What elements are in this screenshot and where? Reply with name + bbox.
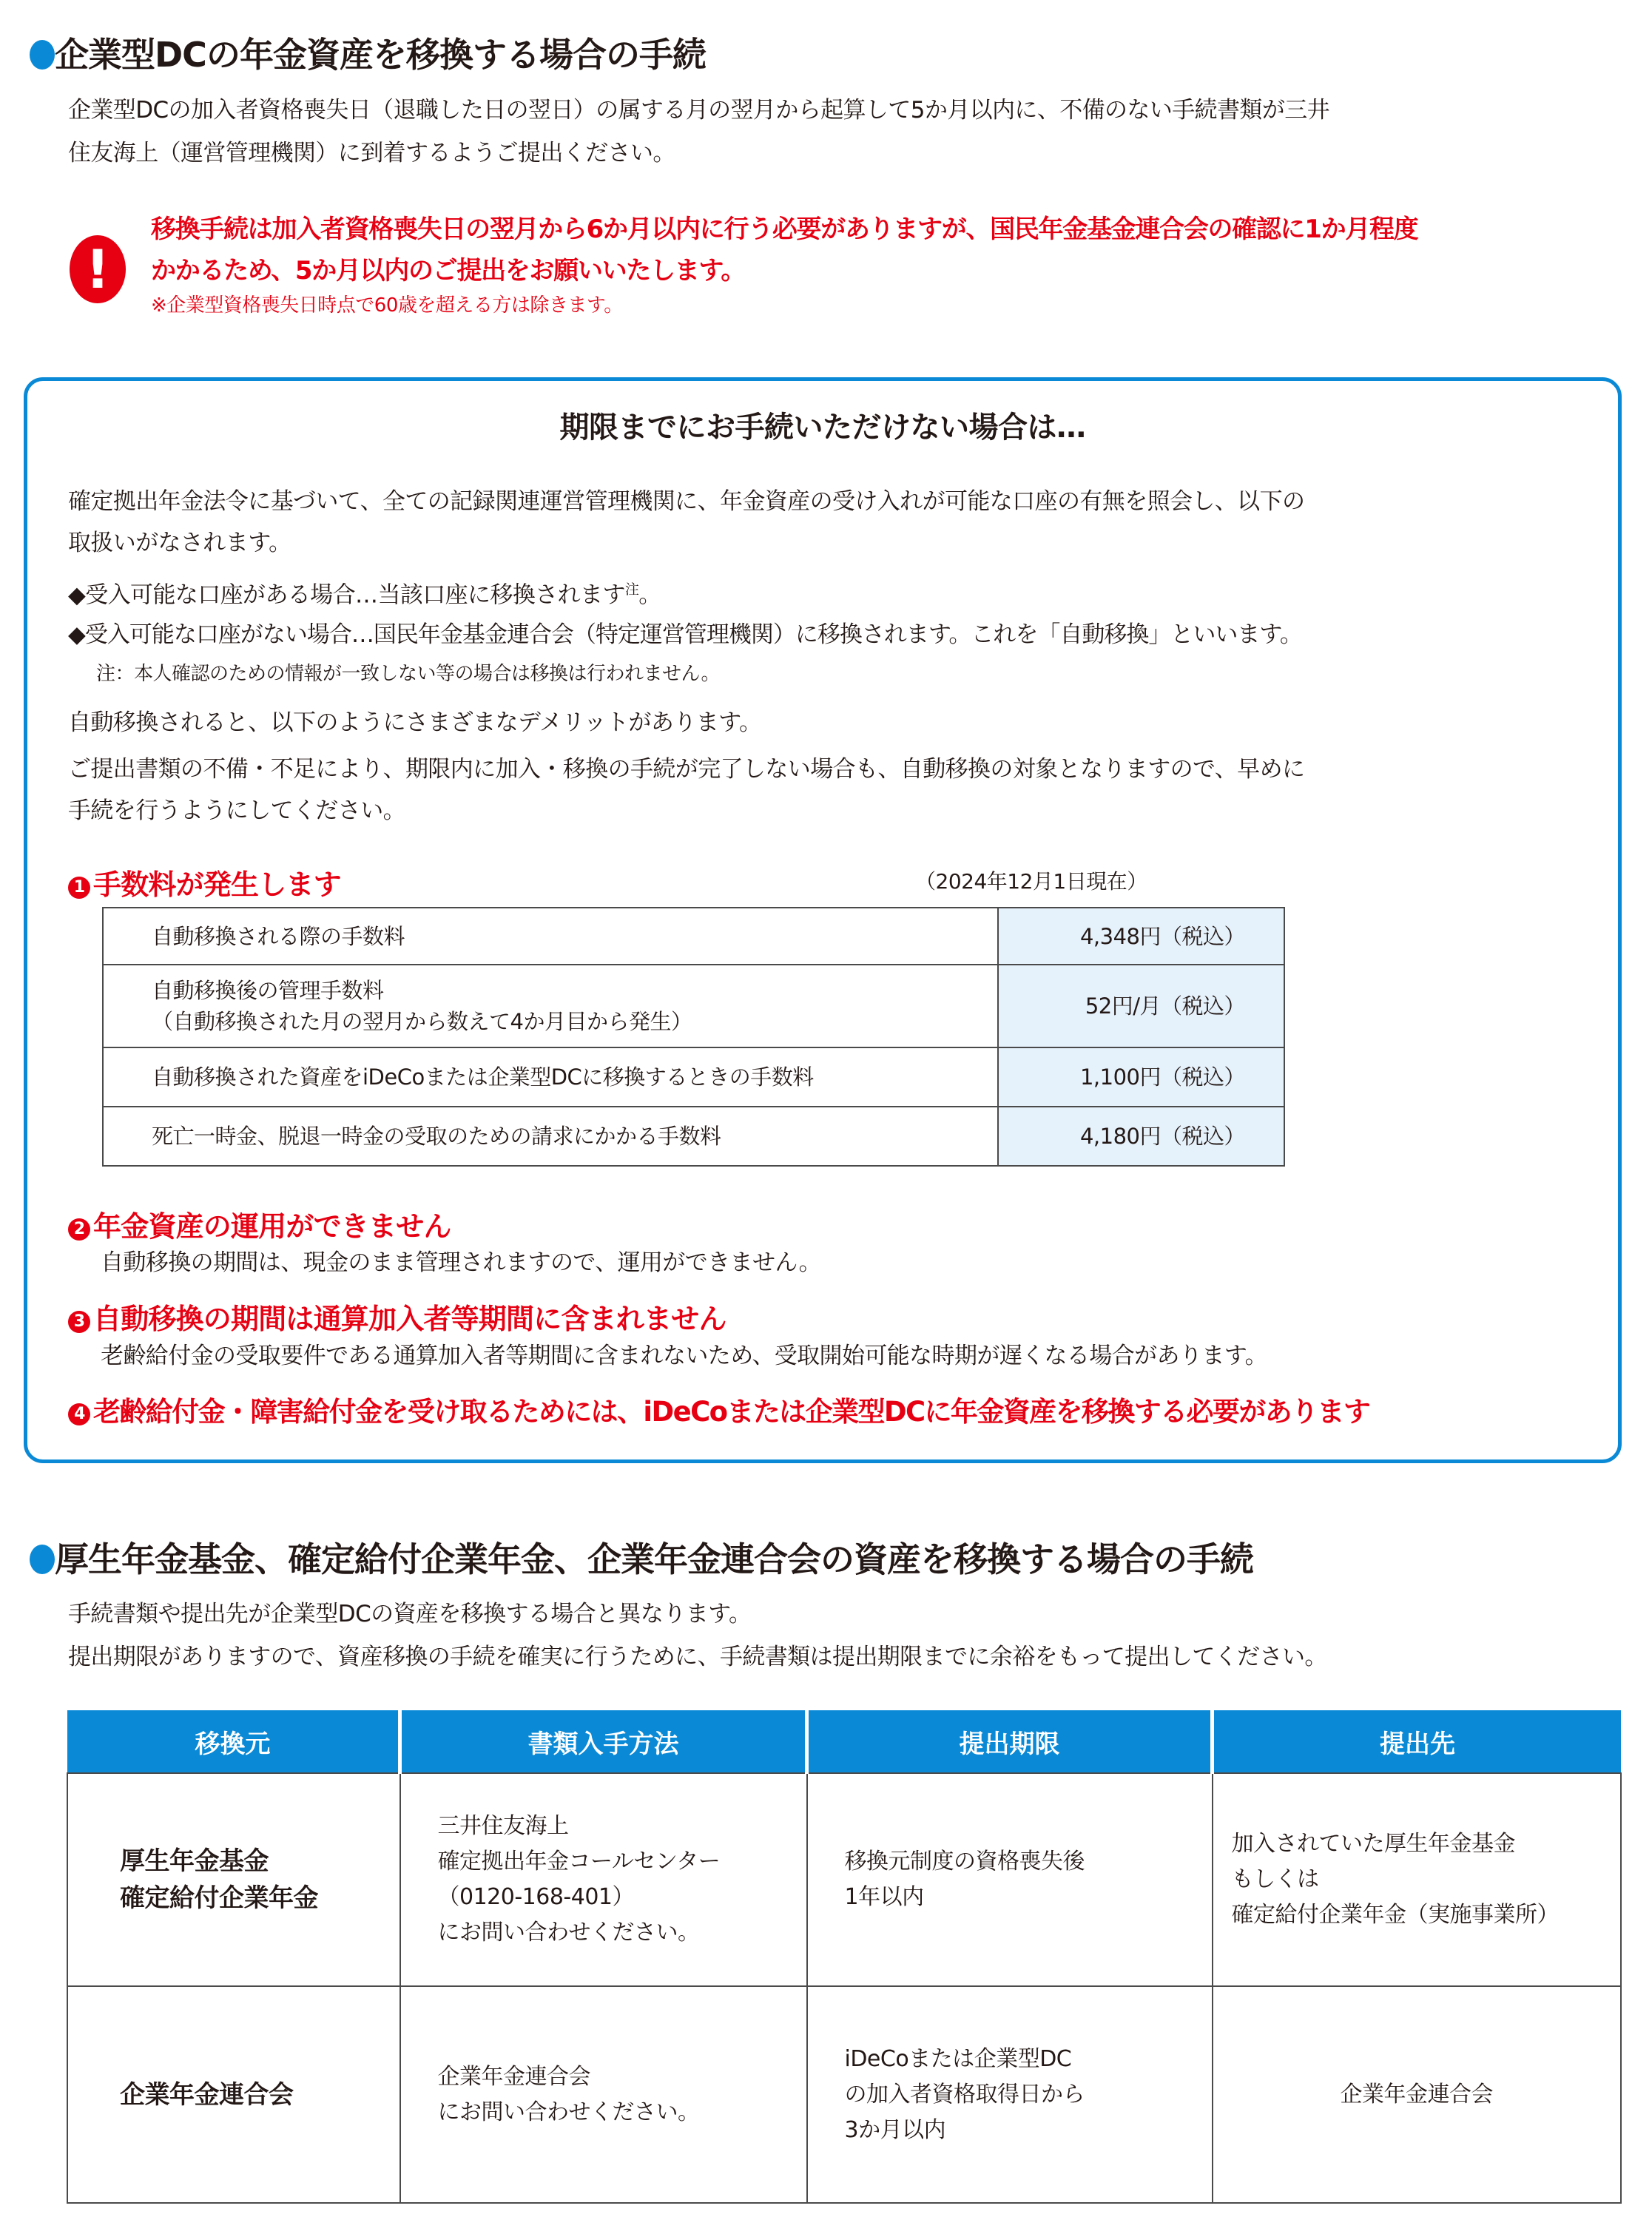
fee-table [102,907,1285,1167]
bullet-item: ◆受入可能な口座がある場合…当該口座に移換されます$^注$。 [68,581,661,609]
fee-row [103,1047,1284,1107]
fee-value: 52円/月（税込） [998,965,1284,1047]
cell-destination: 企業年金連合会 [1213,1986,1622,2203]
intro-line: 企業型DCの加入者資格喪失日（退職した日の翌日）の属する月の翌月から起算して5か月以内に、不備のない手続書類が三井 [68,97,1330,124]
deadline-box-title: 期限までにお手続いただけない場合は… [559,411,1086,445]
para-line: 取扱いがなされます。 [68,530,291,556]
intro-line: 住友海上（運営管理機関）に到着するようご提出ください。 [68,140,675,166]
point-3-desc: 老齢給付金の受取要件である通算加入者等期間に含まれないため、受取開始可能な時期が遅くなる場合があります。 [101,1343,1268,1369]
fee-row [103,965,1284,1047]
deadline-para2: 自動移換されると、以下のようにさまざまなデメリットがあります。 [68,709,762,736]
deadline-para1 [68,481,1304,564]
section1-heading [30,33,706,77]
warning-note: ※企業型資格喪失日時点で60歳を超える方は除きます。 [151,294,623,317]
table-row [67,1986,1621,2203]
number-4-icon: 4 [68,1403,90,1425]
cell-source: 厚生年金基金 確定給付企業年金 [67,1773,400,1986]
fee-label: 自動移換後の管理手数料 （自動移換された月の翌月から数えて4か月目から発生） [103,965,998,1047]
header-destination: 提出先 [1213,1710,1622,1773]
header-source: 移換元 [67,1710,400,1773]
header-deadline: 提出期限 [807,1710,1213,1773]
point-4-heading: 4 老齢給付金・障害給付金を受け取るためには、iDeCoまたは企業型DCに年金資産を移換する必要があります [68,1389,1369,1429]
transfer-table [67,1710,1622,2204]
section2-intro [68,1593,1327,1678]
bullet-note: 注：本人確認のための情報が一致しない等の場合は移換は行われません。 [96,663,721,685]
section2-title: 厚生年金基金、確定給付企業年金、企業年金連合会の資産を移換する場合の手続 [55,1539,1253,1579]
number-2-icon: 2 [68,1218,90,1241]
header-method: 書類入手方法 [400,1710,807,1773]
intro-line: 提出期限がありますので、資産移換の手続を確実に行うために、手続書類は提出期限までに余裕をもって提出してください。 [68,1644,1327,1670]
para-line: 手続を行うようにしてください。 [68,797,405,824]
warning-line: かかるため、5か月以内のご提出をお願いいたします。 [151,256,746,286]
cell-deadline: iDeCoまたは企業型DC の加入者資格取得日から 3か月以内 [807,1986,1213,2203]
cell-method: 企業年金連合会 にお問い合わせください。 [400,1986,807,2203]
fee-value: 4,180円（税込） [998,1107,1284,1166]
warning-block [151,209,1417,320]
point-3-heading: 3 自動移換の期間は通算加入者等期間に含まれません [68,1296,726,1337]
fee-row [103,908,1284,965]
warning-line: 移換手続は加入者資格喪失日の翌月から6か月以内に行う必要がありますが、国民年金基金連合会の確認に1か月程度 [151,215,1418,244]
number-3-icon: 3 [68,1311,90,1333]
bullet-list [68,570,1302,655]
para-line: ご提出書類の不備・不足により、期限内に加入・移換の手続が完了しない場合も、自動移換の対象となりますので、早めに [68,756,1305,783]
table-row [67,1773,1621,1986]
table-header-row [67,1710,1621,1773]
bullet-item: ◆受入可能な口座がない場合…国民年金基金連合会（特定運営管理機関）に移換されます。これを「自動移換」といいます。 [68,621,1302,649]
point-2-heading: 2 年金資産の運用ができません [68,1204,451,1244]
fee-label: 自動移換された資産をiDeCoまたは企業型DCに移換するときの手数料 [103,1047,998,1107]
section1-title: 企業型DCの年金資産を移換する場合の手続 [55,35,706,75]
fee-row [103,1107,1284,1166]
exclamation-icon: ! [70,235,126,303]
para-line: 確定拠出年金法令に基づいて、全ての記録関連運営管理機関に、年金資産の受け入れが可能な口座の有無を照会し、以下の [68,488,1305,515]
bullet-dot-icon [30,40,55,70]
cell-destination: 加入されていた厚生年金基金 もしくは 確定給付企業年金（実施事業所） [1213,1773,1622,1986]
cell-source: 企業年金連合会 [67,1986,400,2203]
point-2-desc: 自動移換の期間は、現金のまま管理されますので、運用ができません。 [101,1249,822,1276]
intro-line: 手続書類や提出先が企業型DCの資産を移換する場合と異なります。 [68,1601,752,1627]
footnote-mark: 注 [624,581,639,598]
bullet-dot-icon [30,1545,55,1574]
section1-intro [68,89,1329,175]
fee-label: 自動移換される際の手数料 [103,908,998,965]
fee-label: 死亡一時金、脱退一時金の受取のための請求にかかる手数料 [103,1107,998,1166]
cell-deadline: 移換元制度の資格喪失後 1年以内 [807,1773,1213,1986]
point-1-heading: 1 手数料が発生します [68,862,341,902]
deadline-para3 [68,749,1304,831]
number-1-icon: 1 [68,877,90,899]
cell-method: 三井住友海上 確定拠出年金コールセンター （0120-168-401） にお問い合わせください。 [400,1773,807,1986]
fee-value: 1,100円（税込） [998,1047,1284,1107]
fee-value: 4,348円（税込） [998,908,1284,965]
section2-heading [30,1537,1253,1582]
fee-date: （2024年12月1日現在） [915,869,1147,894]
